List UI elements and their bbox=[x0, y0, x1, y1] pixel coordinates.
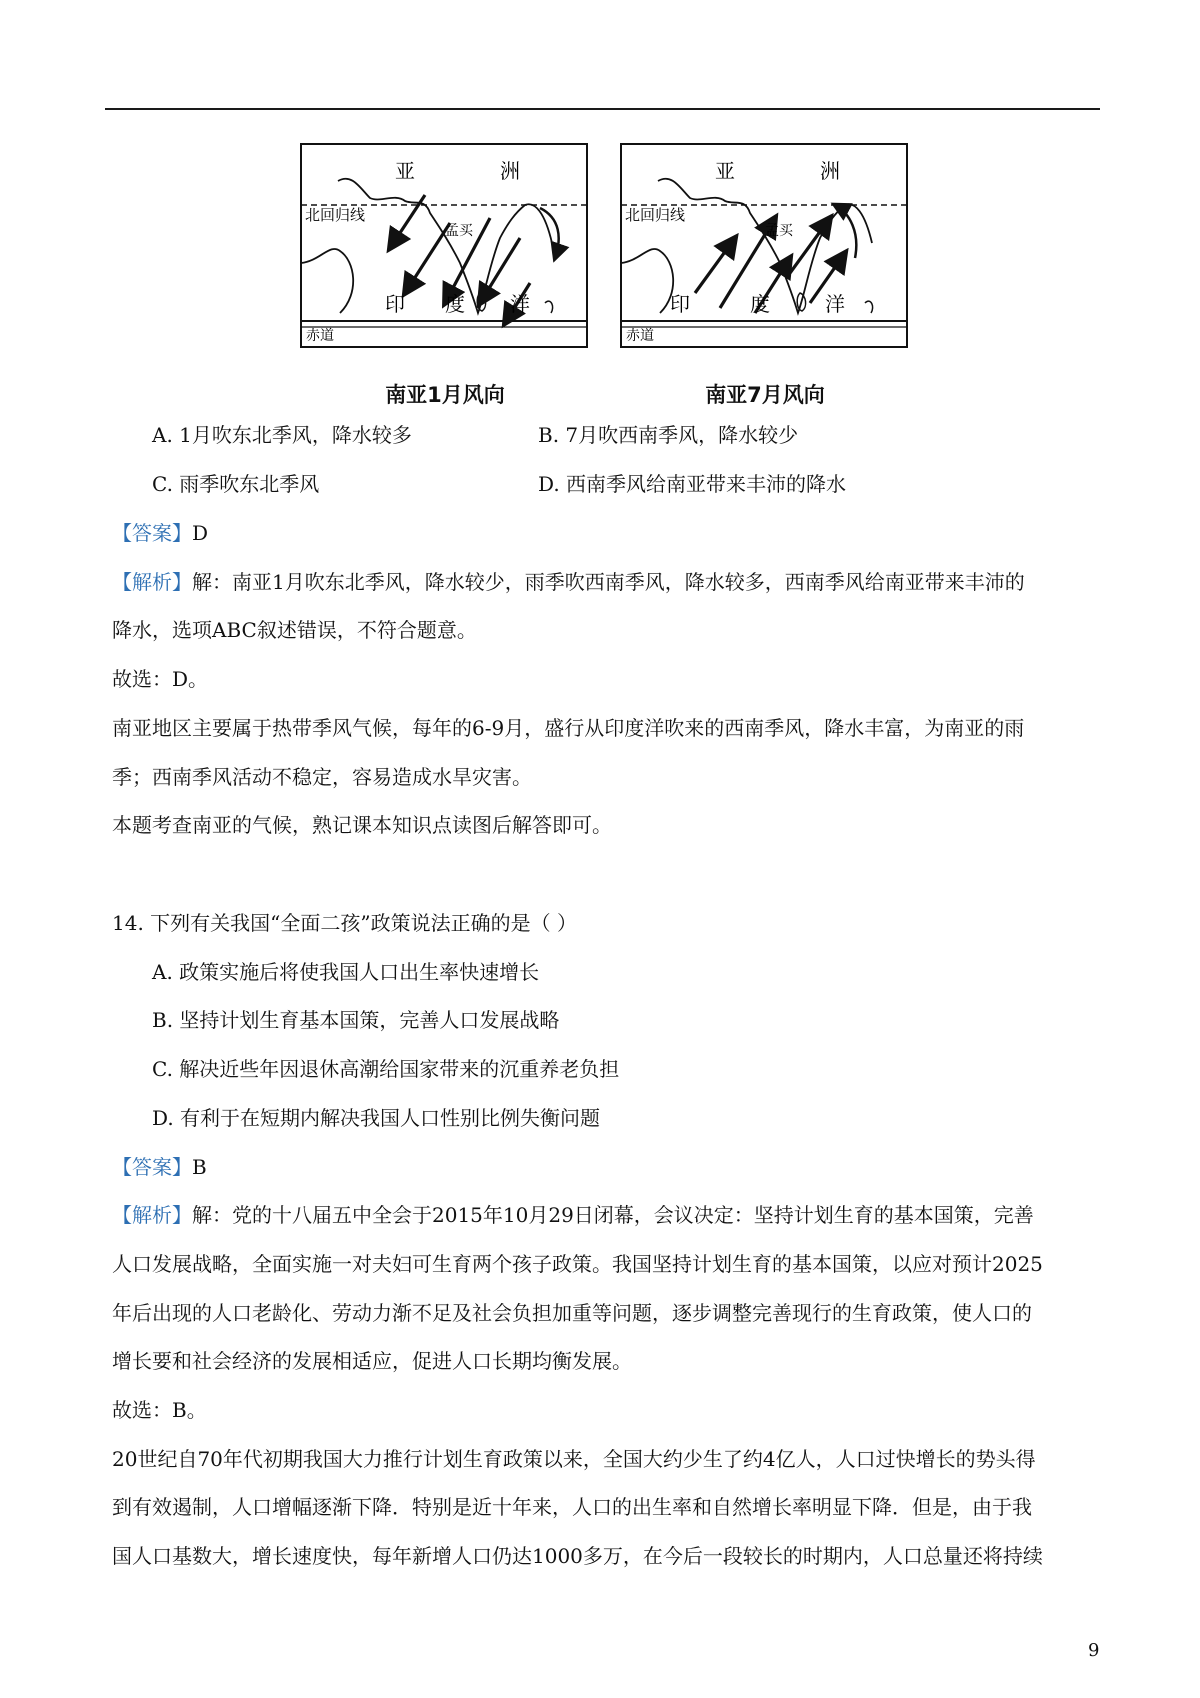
q13-note-2: 季；西南季风活动不稳定，容易造成水旱灾害。 bbox=[112, 765, 532, 789]
label-asia-1: 亚 bbox=[395, 159, 415, 183]
label-city: 孟买 bbox=[445, 223, 473, 239]
label-tropic: 北回归线 bbox=[305, 206, 366, 224]
q13-option-b: B. 7月吹西南季风，降水较少 bbox=[538, 423, 799, 447]
label-ocean-3: 洋 bbox=[510, 292, 530, 316]
q13-option-c: C. 雨季吹东北季风 bbox=[152, 472, 320, 496]
caption-january: 南亚1月风向 bbox=[385, 383, 505, 407]
q14-note-1: 20世纪自70年代初期我国大力推行计划生育政策以来，全国大约少生了约4亿人，人口过快增长的势头得 bbox=[112, 1447, 1036, 1471]
q13-answer: D bbox=[192, 521, 209, 545]
answer-tag: 【答案】 bbox=[112, 1155, 192, 1179]
q13-note-3: 本题考查南亚的气候，熟记课本知识点读图后解答即可。 bbox=[112, 813, 612, 837]
monsoon-figure bbox=[300, 143, 910, 413]
q14-answer: B bbox=[192, 1155, 207, 1179]
label-ocean-1: 印 bbox=[670, 292, 690, 316]
q14-analysis-line-3: 年后出现的人口老龄化、劳动力渐不足及社会负担加重等问题，逐步调整完善现行的生育政策，使人口的 bbox=[112, 1301, 1032, 1325]
page-number: 9 bbox=[1088, 1640, 1100, 1661]
label-ocean-2: 度 bbox=[445, 292, 465, 316]
q13-analysis-text-1: 解：南亚1月吹东北季风，降水较少，雨季吹西南季风，降水较多，西南季风给南亚带来丰沛的 bbox=[192, 570, 1025, 594]
q14-option-c: C. 解决近些年因退休高潮给国家带来的沉重养老负担 bbox=[152, 1057, 620, 1081]
q13-choice: 故选：D。 bbox=[112, 667, 209, 691]
q13-note-1: 南亚地区主要属于热带季风气候，每年的6-9月，盛行从印度洋吹来的西南季风，降水丰富，为南亚的雨 bbox=[112, 716, 1025, 740]
header-rule bbox=[105, 108, 1100, 110]
q14-stem: 14. 下列有关我国“全面二孩”政策说法正确的是（ ） bbox=[112, 911, 577, 935]
q14-note-2: 到有效遏制，人口增幅逐渐下降．特别是近十年来，人口的出生率和自然增长率明显下降．但是，由于我 bbox=[112, 1495, 1032, 1519]
q13-option-d: D. 西南季风给南亚带来丰沛的降水 bbox=[538, 472, 847, 496]
q14-note-3: 国人口基数大，增长速度快，每年新增人口仍达1000多万，在今后一段较长的时期内，人口总量还将持续 bbox=[112, 1544, 1043, 1568]
q13-answer-line bbox=[112, 520, 208, 546]
analysis-tag: 【解析】 bbox=[112, 570, 192, 594]
q13-option-a: A. 1月吹东北季风，降水较多 bbox=[152, 423, 412, 447]
q14-option-a: A. 政策实施后将使我国人口出生率快速增长 bbox=[152, 960, 540, 984]
q14-analysis-text-1: 解：党的十八届五中全会于2015年10月29日闭幕，会议决定：坚持计划生育的基本国策，完善 bbox=[192, 1203, 1034, 1227]
map-january bbox=[300, 143, 590, 368]
q14-option-b: B. 坚持计划生育基本国策，完善人口发展战略 bbox=[152, 1008, 560, 1032]
analysis-tag: 【解析】 bbox=[112, 1203, 192, 1227]
map-january-drawing bbox=[300, 143, 590, 368]
q14-analysis-line-2: 人口发展战略，全面实施一对夫妇可生育两个孩子政策。我国坚持计划生育的基本国策，以应对预计2025 bbox=[112, 1252, 1043, 1276]
label-asia-2: 洲 bbox=[820, 159, 840, 183]
q14-analysis-line-1 bbox=[112, 1202, 1034, 1228]
label-city: 孟买 bbox=[765, 223, 793, 239]
q14-choice: 故选：B。 bbox=[112, 1398, 207, 1422]
label-tropic: 北回归线 bbox=[625, 206, 686, 224]
map-july-drawing bbox=[620, 143, 910, 368]
caption-july: 南亚7月风向 bbox=[705, 383, 825, 407]
q13-analysis-line-1 bbox=[112, 569, 1025, 595]
q14-option-d: D. 有利于在短期内解决我国人口性别比例失衡问题 bbox=[152, 1106, 601, 1130]
label-equator: 赤道 bbox=[626, 328, 654, 344]
label-ocean-2: 度 bbox=[750, 292, 770, 316]
label-ocean-1: 印 bbox=[385, 292, 405, 316]
q14-analysis-line-4: 增长要和社会经济的发展相适应，促进人口长期均衡发展。 bbox=[112, 1349, 632, 1373]
answer-tag: 【答案】 bbox=[112, 521, 192, 545]
label-ocean-3: 洋 bbox=[825, 292, 845, 316]
label-asia-1: 亚 bbox=[715, 159, 735, 183]
label-asia-2: 洲 bbox=[500, 159, 520, 183]
label-equator: 赤道 bbox=[306, 328, 334, 344]
q14-answer-line bbox=[112, 1154, 207, 1180]
q13-analysis-line-2: 降水，选项ABC叙述错误，不符合题意。 bbox=[112, 618, 477, 642]
map-july bbox=[620, 143, 910, 368]
